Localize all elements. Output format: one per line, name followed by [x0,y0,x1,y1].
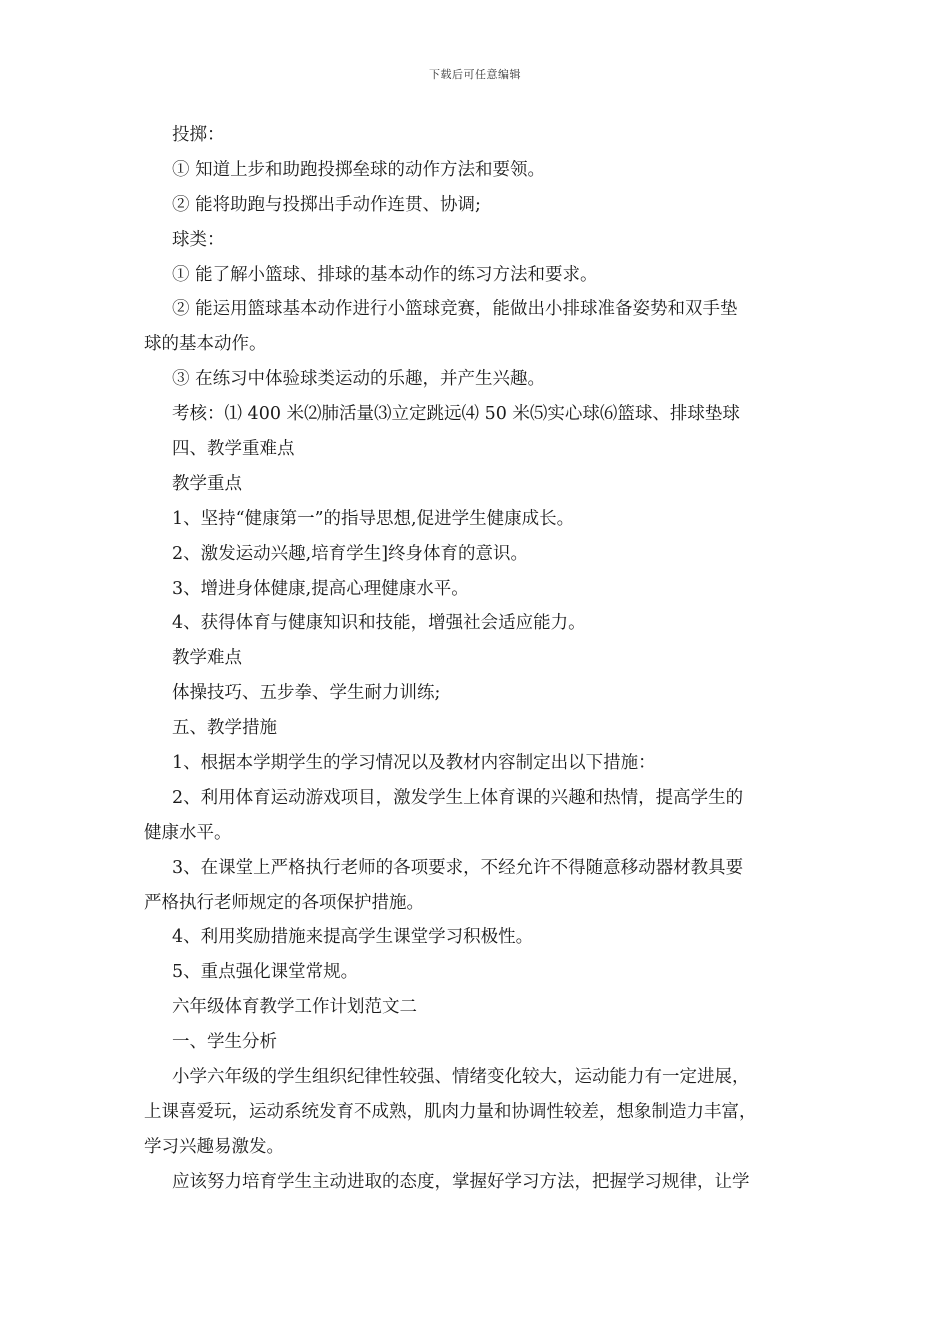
text-line: 应该努力培育学生主动进取的态度，掌握好学习方法，把握学习规律，让学 [172,1171,750,1192]
text-line: 1、根据本学期学生的学习情况以及教材内容制定出以下措施： [172,753,656,774]
text-line: 四、教学重难点 [172,439,295,460]
text-line: 严格执行老师规定的各项保护措施。 [144,892,424,913]
page-header: 下载后可任意编辑 [429,68,521,81]
text-line: 六年级体育教学工作计划范文二 [172,997,417,1018]
text-line: 4、利用奖励措施来提高学生课堂学习积极性。 [172,927,534,948]
text-line: 考核：⑴ 400 米⑵肺活量⑶立定跳远⑷ 50 米⑸实心球⑹篮球、排球垫球 [172,404,740,425]
text-line: 3、在课堂上严格执行老师的各项要求，不经允许不得随意移动器材教具要 [172,857,744,878]
text-line: 1、坚持“健康第一”的指导思想,促进学生健康成长。 [172,508,575,529]
text-line: 小学六年级的学生组织纪律性较强、情绪变化较大，运动能力有一定进展， [172,1067,750,1088]
document-body [144,118,820,1200]
text-line: 球的基本动作。 [144,334,267,355]
text-line: ① 能了解小篮球、排球的基本动作的练习方法和要求。 [172,264,598,285]
text-line: 2、激发运动兴趣,培育学生]终身体育的意识。 [172,543,529,564]
text-line: 球类： [172,229,225,250]
text-line: ① 知道上步和助跑投掷垒球的动作方法和要领。 [172,159,546,180]
text-line: 五、教学措施 [172,718,277,739]
text-line: 教学重点 [172,473,242,494]
text-line: ② 能运用篮球基本动作进行小篮球竞赛，能做出小排球准备姿势和双手垫 [172,299,738,320]
text-line: 4、获得体育与健康知识和技能，增强社会适应能力。 [172,613,586,634]
text-line: 5、重点强化课堂常规。 [172,962,359,983]
text-line: 2、利用体育运动游戏项目，激发学生上体育课的兴趣和热情，提高学生的 [172,787,744,808]
text-line: ③ 在练习中体验球类运动的乐趣，并产生兴趣。 [172,369,546,390]
text-line: 投掷： [172,125,225,145]
text-line: 健康水平。 [144,822,232,843]
text-line: 体操技巧、五步拳、学生耐力训练; [172,683,441,704]
text-line: ② 能将助跑与投掷出手动作连贯、协调; [172,194,481,215]
text-line: 一、学生分析 [172,1032,277,1053]
text-line: 学习兴趣易激发。 [144,1136,284,1157]
text-line: 教学难点 [172,648,242,669]
text-line: 3、增进身体健康,提高心理健康水平。 [172,578,469,599]
text-line: 上课喜爱玩，运动系统发育不成熟，肌肉力量和协调性较差，想象制造力丰富， [144,1101,757,1122]
